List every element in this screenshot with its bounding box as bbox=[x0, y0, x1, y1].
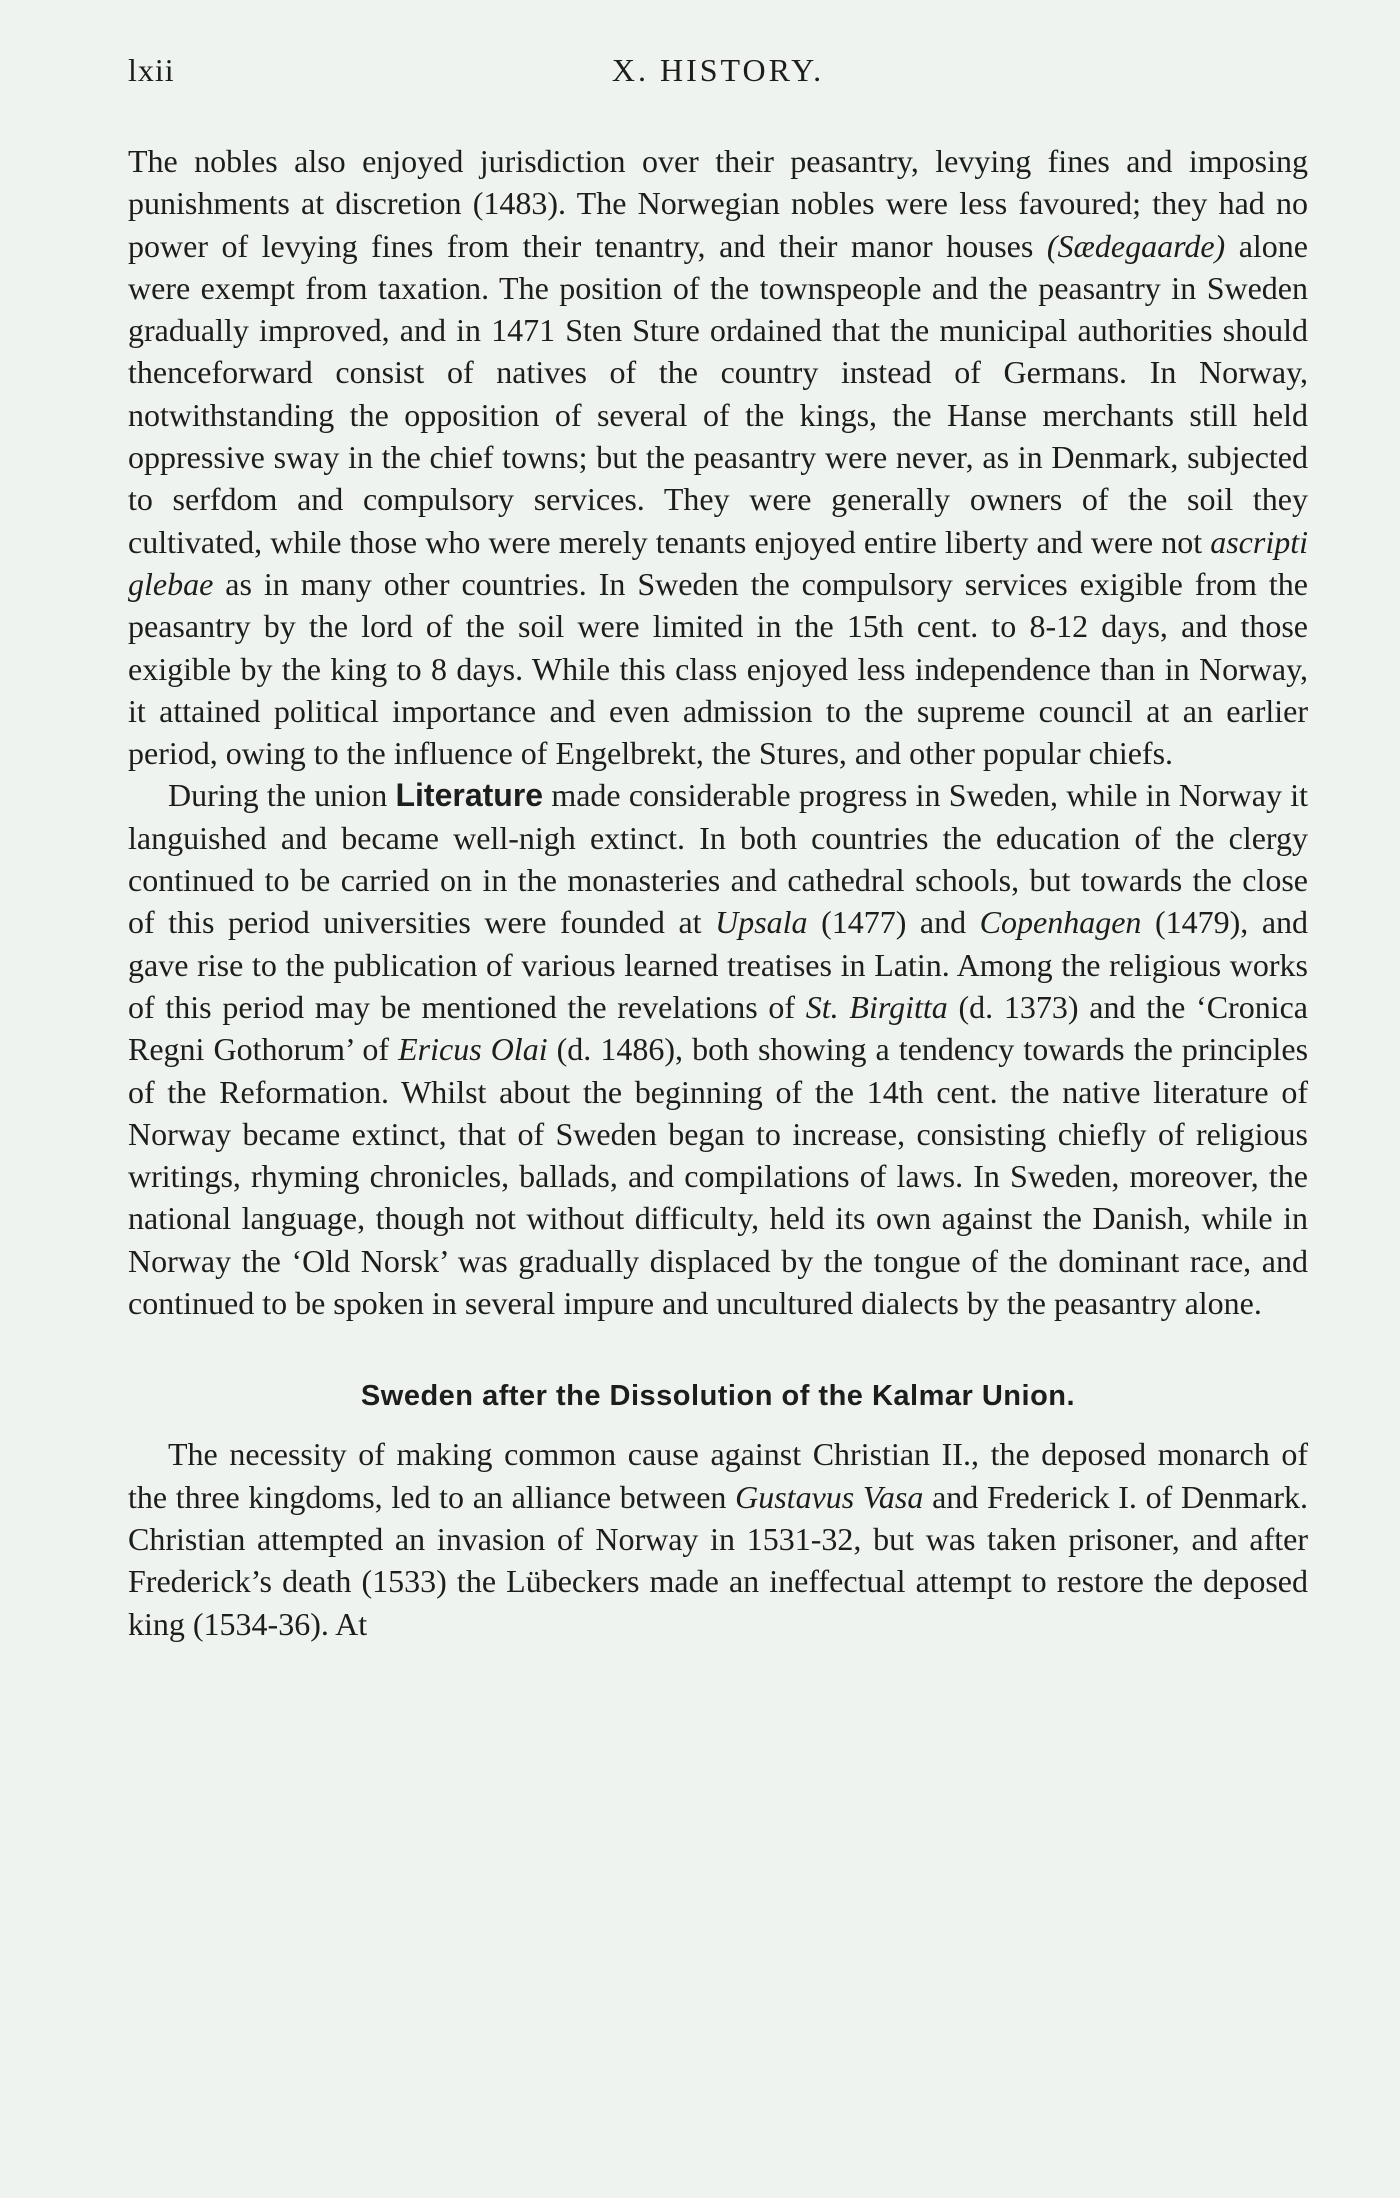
emphasis-ascripti-glebae: ascripti glebae bbox=[128, 523, 1308, 602]
book-page bbox=[128, 0, 1308, 1645]
section-heading: Sweden after the Dissolution of the Kalmar Union. bbox=[360, 1380, 1076, 1413]
emphasis-ericus-olai: Ericus Olai bbox=[398, 1031, 548, 1068]
paragraph-literature: During the union Literature made considerable progress in Sweden, while in Norway it languished and became well-nigh extinct. In both countries the education of the clergy continued to be carried on in the monasteries and cathedral schools, but towards the close of this period universities were founded at Upsala (1477) and Copenhagen (1479), and gave rise to the publication of various learned treatises in Latin. Among the religious works of this period may be mentioned the revelations of St. Birgitta (d. 1373) and the ‘Cronica Regni Gothorum’ of Ericus Olai (d. 1486), both showing a tendency towards the principles of the Reformation. Whilst about the beginning of the 14th cent. the native literature of Norway became extinct, that of Sweden began to increase, consisting chiefly of religious writings, rhyming chronicles, ballads, and compilations of laws. In Sweden, moreover, the national language, though not without difficulty, held its own against the Danish, while in Norway the ‘Old Norsk’ was gradually displaced by the tongue of the dominant race, and continued to be spoken in several impure and uncultured dialects by the peasantry alone. bbox=[128, 777, 1309, 1322]
emphasis-upsala: Upsala bbox=[715, 904, 808, 941]
page-number: lxii bbox=[128, 52, 175, 88]
emphasis-sadegaarde: (Sædegaarde) bbox=[1046, 227, 1226, 264]
paragraph-nobles-peasantry: The nobles also enjoyed jurisdiction over their peasantry, levying fines and imposing punishments at discretion (1483). The Norwegian nobles were less favoured; they had no power of levying fines from their tenantry, and their manor houses (Sædegaarde) alone were exempt from taxation. The position of the townspeople and the peasantry in Sweden gradually improved, and in 1471 Sten Sture ordained that the municipal authorities should thenceforward consist of natives of the country instead of Germans. In Norway, notwithstanding the opposition of several of the kings, the Hanse merchants still held oppressive sway in the chief towns; but the peasantry were never, as in Denmark, subjected to serfdom and compulsory services. They were generally owners of the soil they cultivated, while those who were merely tenants enjoyed entire liberty and were not ascripti glebae as in many other countries. In Sweden the compulsory services exigible from the peasantry by the lord of the soil were limited in the 15th cent. to 8-12 days, and those exigible by the king to 8 days. While this class enjoyed less independence than in Norway, it attained political importance and even admission to the supreme council at an earlier period, owing to the influence of Engelbrekt, the Stures, and other popular chiefs. bbox=[128, 143, 1309, 772]
running-head bbox=[128, 0, 1308, 140]
emphasis-st-birgitta: St. Birgitta bbox=[805, 988, 948, 1025]
paragraph-alliance: The necessity of making common cause against Christian II., the deposed monarch of the three kingdoms, led to an alliance between Gustavus Vasa and Frederick I. of Denmark. Christian attempted an invasion of Norway in 1531-32, but was taken prisoner, and after Frederick’s death (1533) the Lübeckers made an ineffectual attempt to restore the deposed king (1534-36). At bbox=[128, 1436, 1309, 1642]
emphasis-copenhagen: Copenhagen bbox=[979, 904, 1142, 941]
emphasis-literature: Literature bbox=[395, 777, 544, 814]
chapter-title: X. HISTORY. bbox=[611, 52, 825, 88]
emphasis-gustavus-vasa: Gustavus Vasa bbox=[735, 1478, 924, 1515]
